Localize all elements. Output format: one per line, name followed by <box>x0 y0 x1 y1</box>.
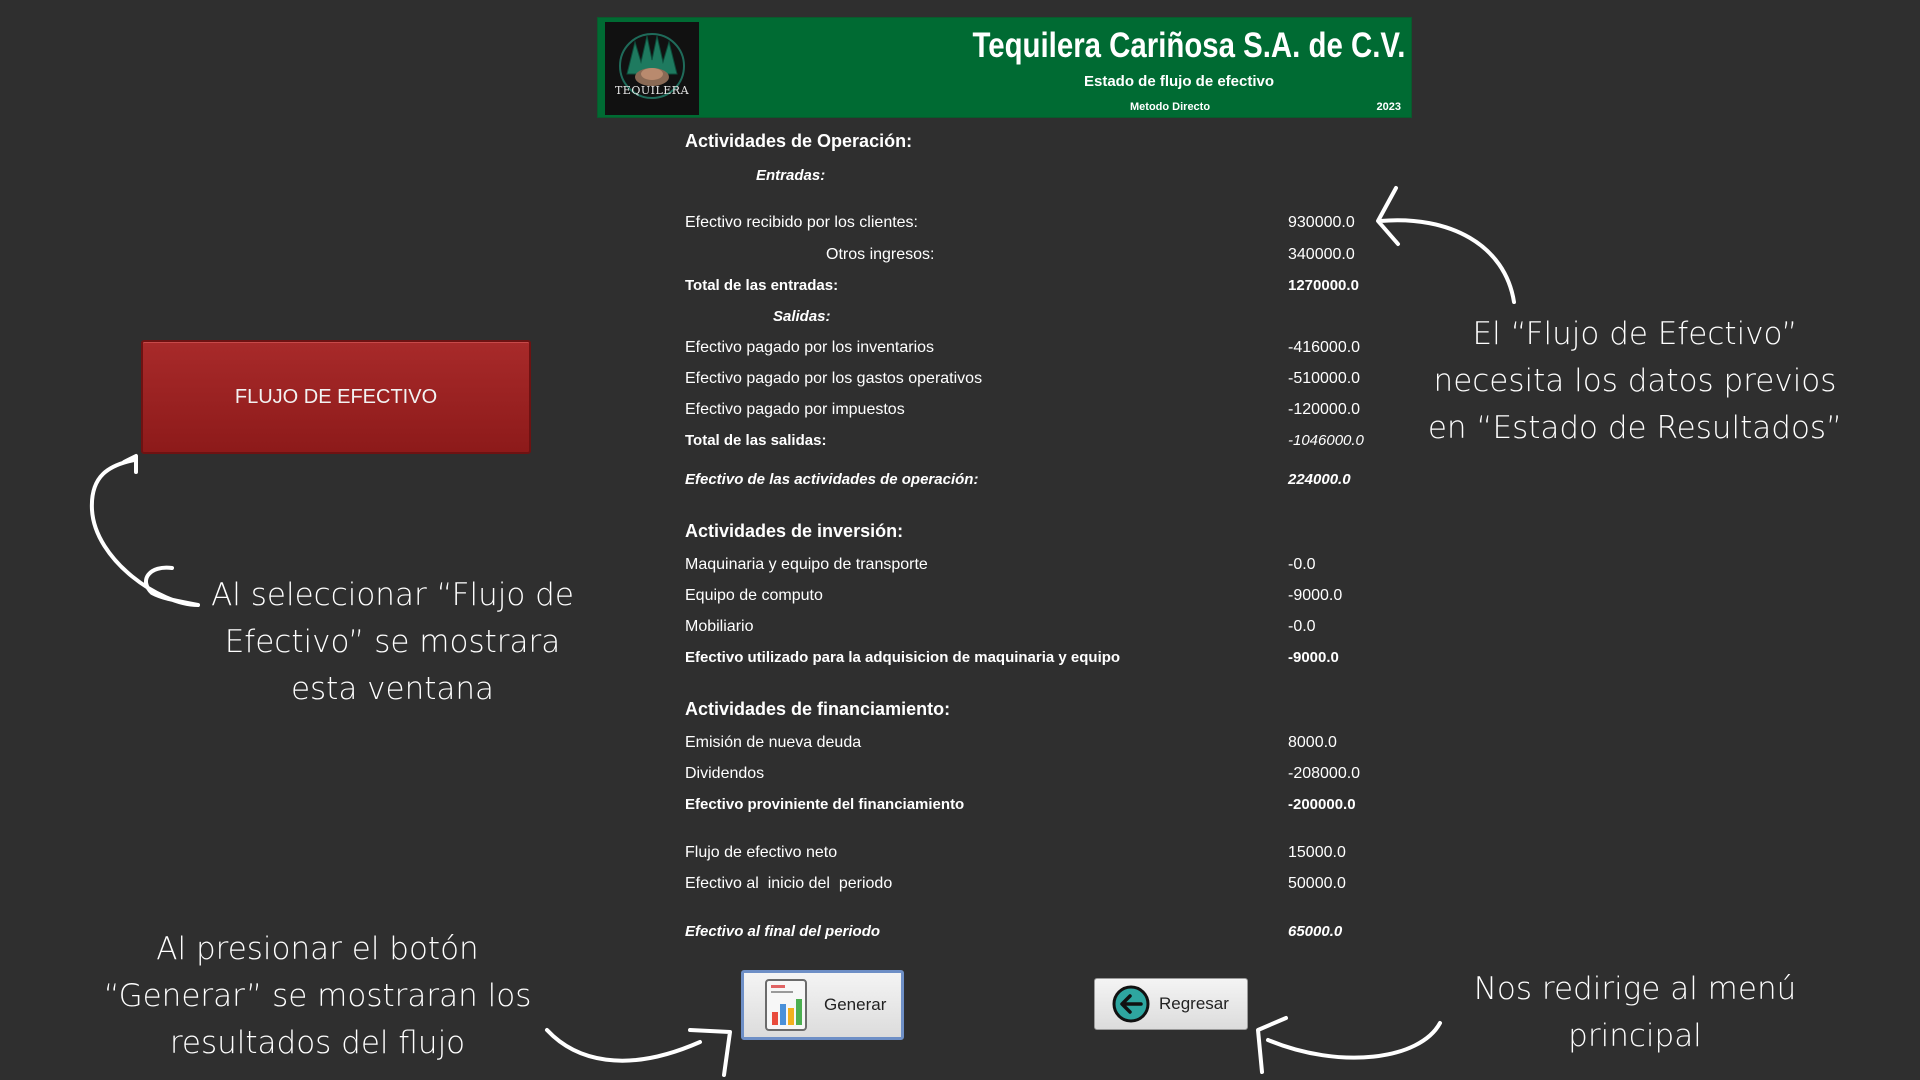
row-value: 8000.0 <box>1288 734 1337 751</box>
generar-button[interactable] <box>741 970 904 1040</box>
flujo-neto-label: Flujo de efectivo neto <box>685 844 838 861</box>
row-label: Efectivo recibido por los clientes: <box>685 214 918 231</box>
efectivo-operacion-value: 224000.0 <box>1288 471 1351 488</box>
annotation-generar: Al presionar el botón “Generar” se mostraran los resultados del flujo <box>103 931 532 1061</box>
row-value: 930000.0 <box>1288 214 1355 231</box>
arrow-to-generar-icon <box>547 1030 730 1075</box>
report-chart-icon <box>764 978 810 1032</box>
regresar-label: Regresar <box>1159 994 1229 1013</box>
row-label: Equipo de computo <box>685 587 823 604</box>
statement-title: Estado de flujo de efectivo <box>1084 73 1275 90</box>
total-salidas-label: Total de las salidas: <box>685 432 827 449</box>
arrow-to-clientes-icon <box>1378 188 1514 302</box>
row-label: Efectivo pagado por impuestos <box>685 401 905 418</box>
total-salidas-value: -1046000.0 <box>1288 432 1364 449</box>
row-label: Emisión de nueva deuda <box>685 734 862 751</box>
row-label: Otros ingresos: <box>826 246 935 263</box>
back-arrow-icon <box>1111 984 1151 1024</box>
section-financiamiento-title: Actividades de financiamiento: <box>685 699 951 719</box>
total-financiamiento-value: -200000.0 <box>1288 796 1356 813</box>
row-value: -0.0 <box>1288 618 1316 635</box>
efectivo-operacion-label: Efectivo de las actividades de operación: <box>685 471 979 488</box>
year-label: 2023 <box>1376 101 1401 113</box>
section-inversion-title: Actividades de inversión: <box>685 521 904 541</box>
salidas-label: Salidas: <box>773 308 831 325</box>
annotation-estado-resultados: El “Flujo de Efectivo” necesita los datos previos en “Estado de Resultados” <box>1427 316 1843 446</box>
row-value: -510000.0 <box>1288 370 1361 387</box>
efectivo-inicio-label: Efectivo al inicio del periodo <box>685 875 893 892</box>
logo-text: TEQUILERA <box>614 84 690 97</box>
row-value: -208000.0 <box>1288 765 1361 782</box>
row-value: -416000.0 <box>1288 339 1361 356</box>
efectivo-final-label: Efectivo al final del periodo <box>685 923 881 940</box>
tequilera-logo <box>605 22 699 115</box>
total-inversion-value: -9000.0 <box>1288 649 1339 666</box>
agave-crown-icon <box>605 22 699 115</box>
arrow-to-regresar-icon <box>1258 1018 1440 1072</box>
flujo-neto-value: 15000.0 <box>1288 844 1346 861</box>
row-label: Maquinaria y equipo de transporte <box>685 556 928 573</box>
row-label: Efectivo pagado por los inventarios <box>685 339 935 356</box>
row-value: 340000.0 <box>1288 246 1355 263</box>
total-entradas-value: 1270000.0 <box>1288 277 1359 294</box>
total-entradas-label: Total de las entradas: <box>685 277 839 294</box>
company-name: Tequilera Cariñosa S.A. de C.V. <box>972 26 1405 65</box>
total-inversion-label: Efectivo utilizado para la adquisicion de maquinaria y equipo <box>685 649 1121 666</box>
flujo-de-efectivo-button[interactable]: FLUJO DE EFECTIVO <box>141 340 531 454</box>
regresar-button[interactable] <box>1094 978 1248 1030</box>
row-label: Dividendos <box>685 765 765 782</box>
annotation-seleccionar-flujo: Al seleccionar “Flujo de Efectivo” se mostrara esta ventana <box>211 577 574 707</box>
report-header <box>597 17 1412 118</box>
annotation-regresar: Nos redirige al menú principal <box>1473 971 1797 1054</box>
entradas-label: Entradas: <box>756 167 826 184</box>
efectivo-inicio-value: 50000.0 <box>1288 875 1346 892</box>
row-label: Efectivo pagado por los gastos operativos <box>685 370 983 387</box>
efectivo-final-value: 65000.0 <box>1288 923 1343 940</box>
method-label: Metodo Directo <box>1130 101 1211 113</box>
row-value: -120000.0 <box>1288 401 1361 418</box>
section-operacion-title: Actividades de Operación: <box>685 131 913 151</box>
row-value: -9000.0 <box>1288 587 1343 604</box>
row-value: -0.0 <box>1288 556 1316 573</box>
generar-label: Generar <box>824 995 887 1014</box>
row-label: Mobiliario <box>685 618 754 635</box>
total-financiamiento-label: Efectivo proviniente del financiamiento <box>685 796 965 813</box>
